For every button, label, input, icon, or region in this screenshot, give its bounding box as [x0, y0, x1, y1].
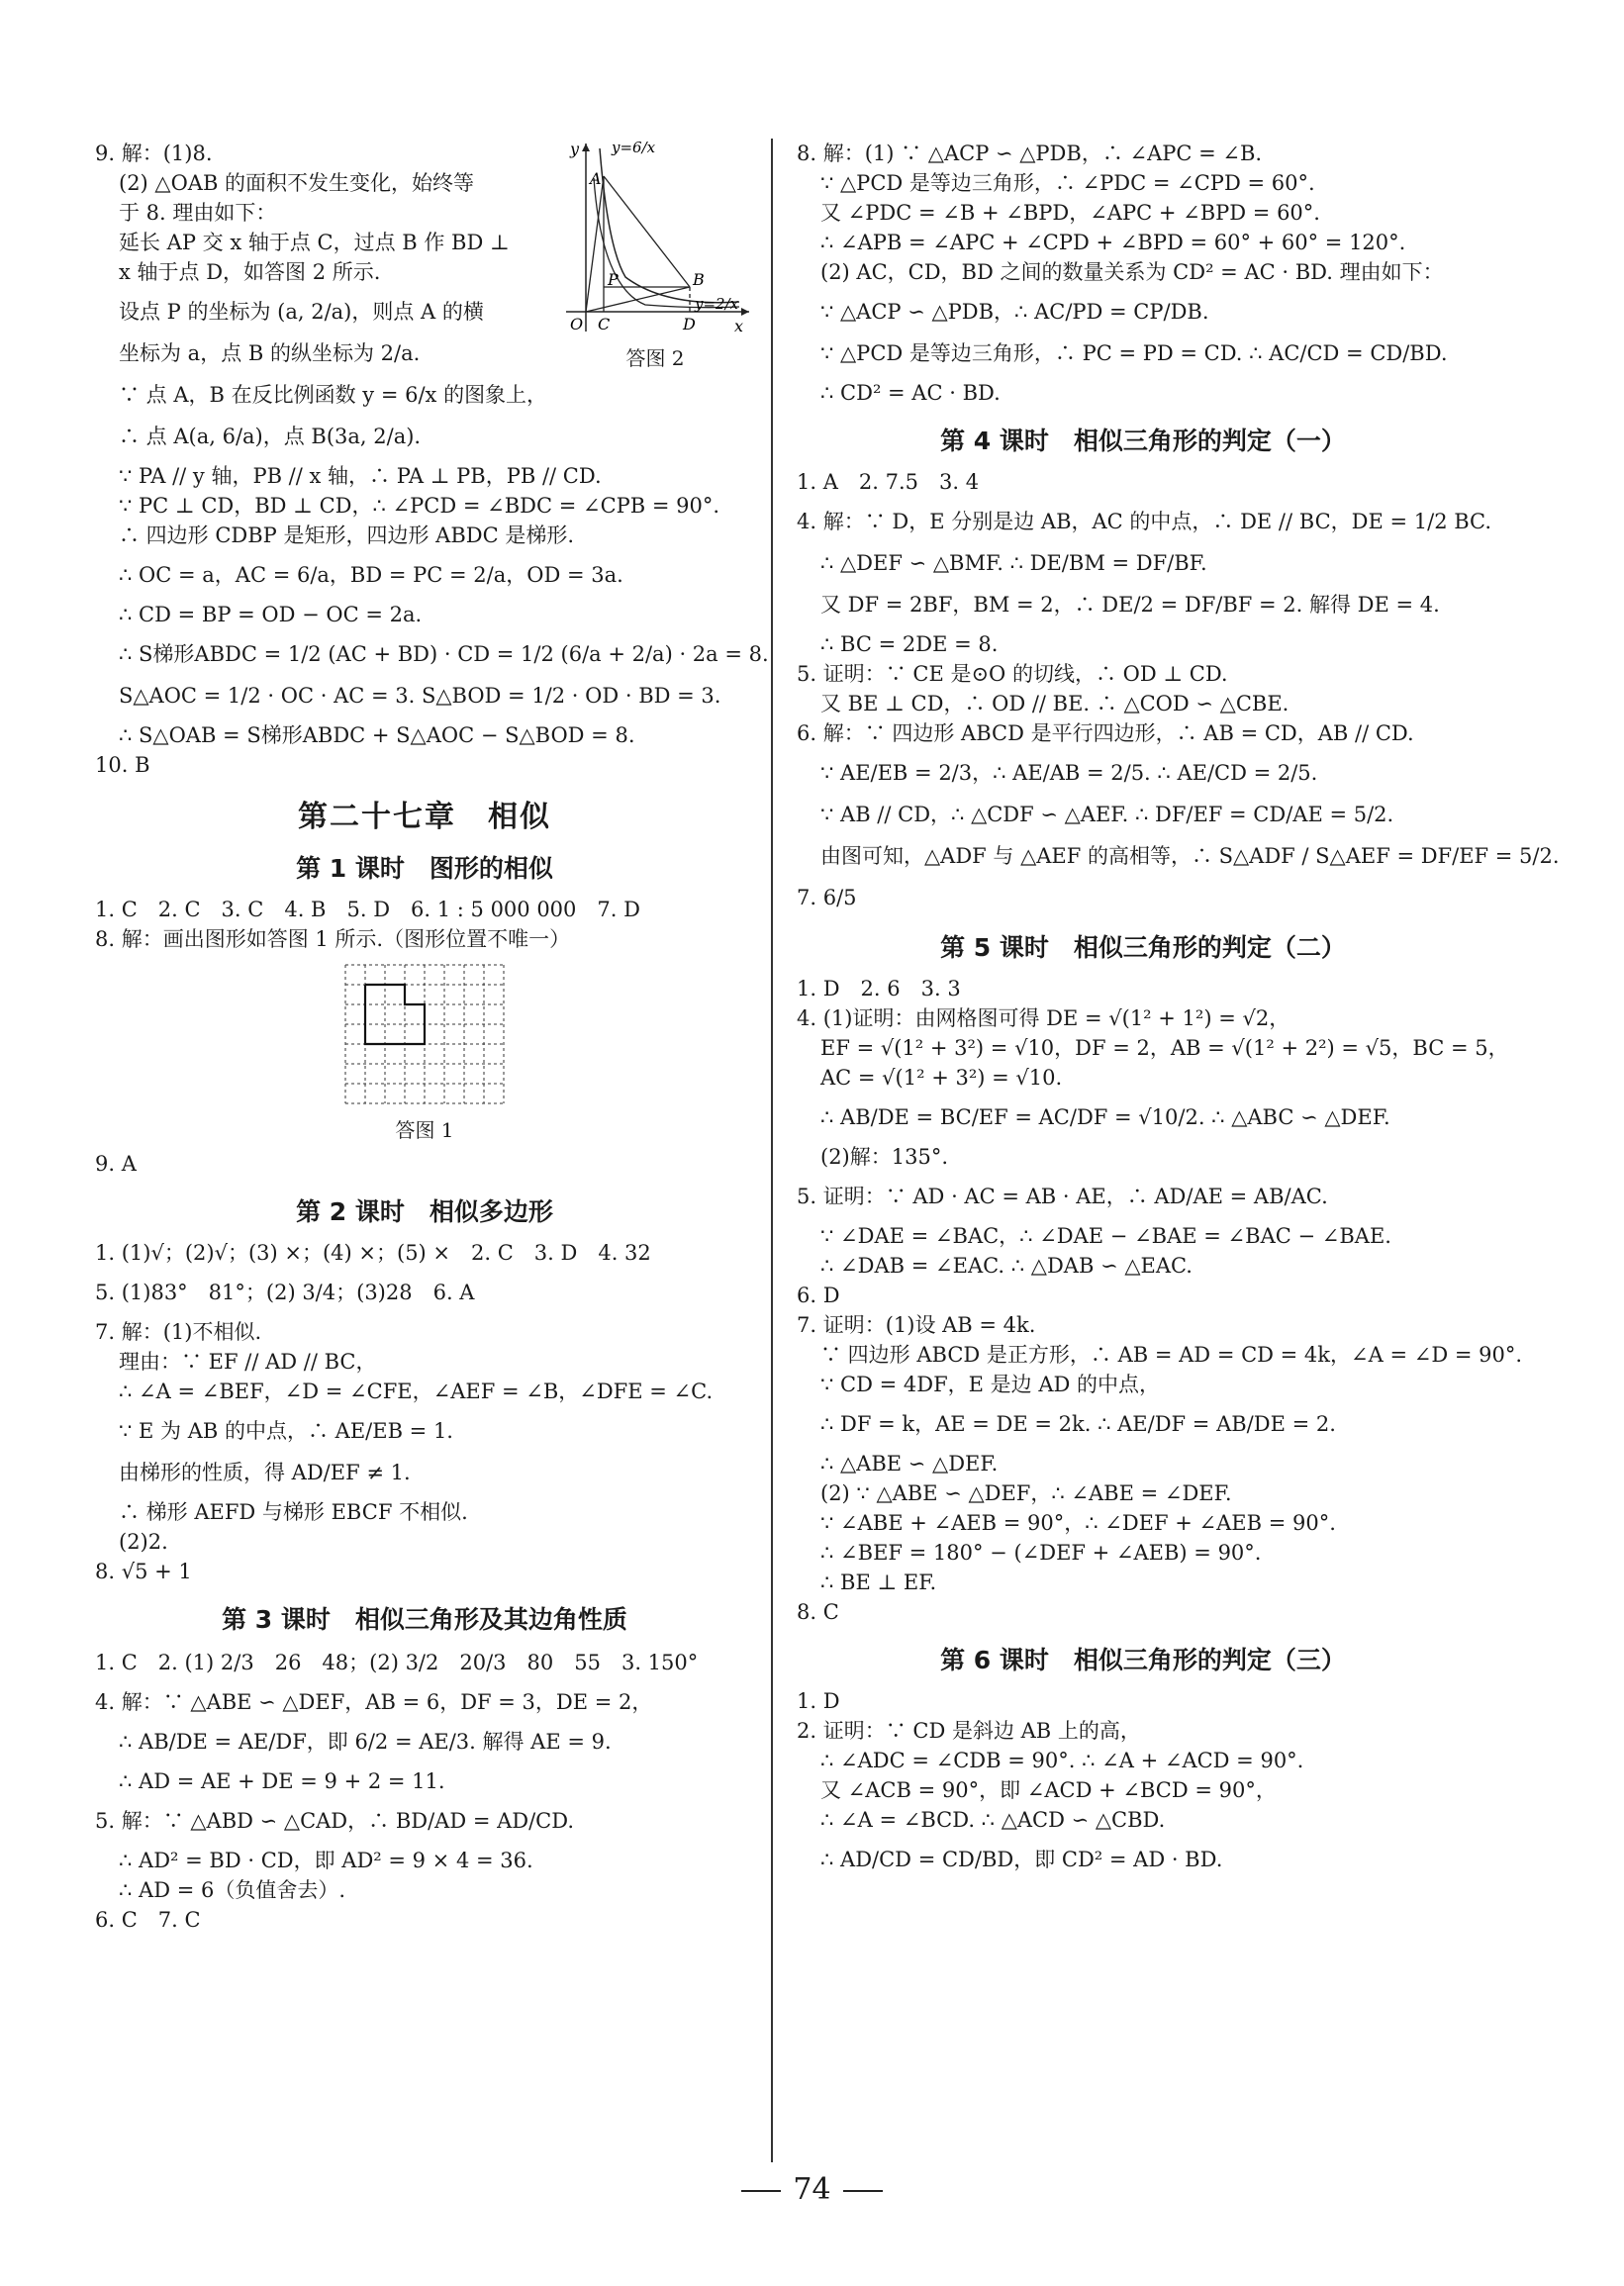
sec5-line: ∵ ∠ABE + ∠AEB = 90°，∴ ∠DEF + ∠AEB = 90°.: [820, 1511, 1336, 1535]
sec3-line: 5. 解：∵ △ABD ∽ △CAD，∴ BD/AD = AD/CD.: [95, 1809, 575, 1833]
figure-answer-1-caption: 答图 1: [395, 1118, 454, 1142]
sec5-line: ∴ △ABE ∽ △DEF.: [820, 1452, 999, 1476]
sec5-line: 5. 证明：∵ AD · AC = AB · AE，∴ AD/AE = AB/AC.: [797, 1185, 1328, 1208]
axis-y-label: y: [570, 140, 580, 158]
q9-line: 9. 解：(1)8.: [95, 142, 213, 165]
q9-line: ∴ 点 A(a, 6/a)，点 B(3a, 2/a).: [119, 425, 422, 448]
q9-line: ∴ 四边形 CDBP 是矩形，四边形 ABDC 是梯形.: [119, 524, 575, 547]
sec5-line: 1. D 2. 6 3. 3: [797, 977, 961, 1000]
sec2-line: 理由：∵ EF // AD // BC，: [119, 1350, 377, 1374]
sec5-line: ∴ DF = k，AE = DE = 2k. ∴ AE/DF = AB/DE = 2.: [820, 1412, 1336, 1436]
sec5-line: ∴ ∠BEF = 180° − (∠DEF + ∠AEB) = 90°.: [820, 1541, 1262, 1565]
sec6-line: 又 ∠ACB = 90°，即 ∠ACD + ∠BCD = 90°，: [820, 1778, 1277, 1802]
q9-line: x 轴于点 D，如答图 2 所示.: [119, 260, 381, 284]
sec2-line: 7. 解：(1)不相似.: [95, 1320, 262, 1344]
q9-line: 延长 AP 交 x 轴于点 C，过点 B 作 BD ⊥: [119, 231, 510, 254]
sec5-line: ∵ ∠DAE = ∠BAC，∴ ∠DAE − ∠BAE = ∠BAC − ∠BAE.: [820, 1224, 1391, 1248]
sec4-line: 又 DF = 2BF，BM = 2，∴ DE/2 = DF/BF = 2. 解得 DE = 4.: [820, 593, 1440, 617]
figure-answer-2-caption: 答图 2: [625, 346, 685, 370]
sec6-line: 2. 证明：∵ CD 是斜边 AB 上的高，: [797, 1719, 1141, 1743]
figure-answer-1: [95, 960, 754, 1143]
section-1-title: 第 1 课时 图形的相似: [296, 854, 553, 883]
sec6-line: ∴ AD/CD = CD/BD，即 CD² = AD · BD.: [820, 1848, 1223, 1871]
section-5-title: 第 5 课时 相似三角形的判定（二）: [940, 933, 1346, 962]
sec4-line: ∴ BC = 2DE = 8.: [820, 632, 999, 656]
point-b-label: B: [693, 270, 705, 289]
figure-answer-2: [556, 139, 754, 371]
right-column: [797, 139, 1560, 1884]
page-number-dash: [741, 2190, 781, 2192]
left-column: [95, 139, 769, 1935]
q9-line: 坐标为 a，点 B 的纵坐标为 2/a.: [119, 341, 421, 365]
q9-line: ∴ S△OAB = S梯形ABDC + S△AOC − S△BOD = 8.: [119, 723, 635, 747]
sec5-line: ∴ ∠DAB = ∠EAC. ∴ △DAB ∽ △EAC.: [820, 1254, 1193, 1278]
q8-line: ∴ CD² = AC · BD.: [820, 381, 1001, 405]
q9-line: (2) △OAB 的面积不发生变化，始终等: [119, 171, 475, 195]
sec2-line: 8. √5 + 1: [95, 1560, 192, 1583]
sec1-line: 1. C 2. C 3. C 4. B 5. D 6. 1 : 5 000 000 7. D: [95, 898, 640, 921]
sec4-line: 1. A 2. 7.5 3. 4: [797, 470, 980, 494]
q8-line: 8. 解：(1) ∵ △ACP ∽ △PDB，∴ ∠APC = ∠B.: [797, 142, 1263, 165]
coordinate-graph: [556, 139, 754, 336]
sec4-line: 由图可知，△ADF 与 △AEF 的高相等，∴ S△ADF / S△AEF = DF/EF = 5/2.: [820, 844, 1560, 868]
sec5-line: ∵ 四边形 ABCD 是正方形，∴ AB = AD = CD = 4k，∠A = ∠D = 90°.: [820, 1343, 1523, 1367]
q9-line: ∵ PA // y 轴，PB // x 轴，∴ PA ⊥ PB，PB // CD.: [119, 464, 602, 488]
sec1-q9-line: 9. A: [95, 1152, 137, 1176]
chapter-title: 第二十七章 相似: [298, 800, 551, 834]
grid-figure: [340, 960, 509, 1108]
q9-line: 设点 P 的坐标为 (a, 2/a)，则点 A 的横: [119, 300, 484, 324]
q8-line: ∵ △ACP ∽ △PDB，∴ AC/PD = CP/DB.: [820, 300, 1209, 324]
q9-line: ∴ S梯形ABDC = 1/2 (AC + BD) · CD = 1/2 (6/a + 2/a) · 2a = 8.: [119, 642, 769, 666]
sec5-line: EF = √(1² + 3²) = √10，DF = 2，AB = √(1² + 2²) = √5，BC = 5，: [820, 1036, 1509, 1060]
q9-line: 于 8. 理由如下：: [119, 201, 277, 225]
section-2-title: 第 2 课时 相似多边形: [296, 1197, 553, 1226]
q9-line: S△AOC = 1/2 · OC · AC = 3. S△BOD = 1/2 · OD · BD = 3.: [119, 684, 721, 708]
sec1-line: 8. 解：画出图形如答图 1 所示.（图形位置不唯一）: [95, 927, 571, 951]
sec4-line: 4. 解：∵ D，E 分别是边 AB，AC 的中点，∴ DE // BC，DE = 1/2 BC.: [797, 510, 1492, 533]
sec5-line: ∴ AB/DE = BC/EF = AC/DF = √10/2. ∴ △ABC ∽ △DEF.: [820, 1105, 1390, 1129]
page-number-text: 74: [793, 2172, 831, 2207]
sec6-line: ∴ ∠ADC = ∠CDB = 90°. ∴ ∠A + ∠ACD = 90°.: [820, 1749, 1304, 1772]
sec3-line: 4. 解：∵ △ABE ∽ △DEF，AB = 6，DF = 3，DE = 2，: [95, 1690, 653, 1714]
sec4-line: 5. 证明：∵ CE 是⊙O 的切线，∴ OD ⊥ CD.: [797, 662, 1228, 686]
q8-line: 又 ∠PDC = ∠B + ∠BPD，∠APC + ∠BPD = 60°.: [820, 201, 1320, 225]
sec2-line: ∴ 梯形 AEFD 与梯形 EBCF 不相似.: [119, 1500, 468, 1524]
sec3-line: ∴ AD² = BD · CD，即 AD² = 9 × 4 = 36.: [119, 1849, 533, 1872]
sec5-line: (2)解：135°.: [820, 1145, 949, 1169]
page-number: [0, 2172, 1624, 2207]
q10-line: 10. B: [95, 753, 150, 777]
sec4-line: ∴ △DEF ∽ △BMF. ∴ DE/BM = DF/BF.: [820, 551, 1207, 575]
q8-line: ∵ △PCD 是等边三角形，∴ ∠PDC = ∠CPD = 60°.: [820, 171, 1315, 195]
page-number-dash: [843, 2190, 883, 2192]
section-3-title: 第 3 课时 相似三角形及其边角性质: [222, 1605, 627, 1634]
sec5-line: ∴ BE ⊥ EF.: [820, 1571, 937, 1594]
curve-2-label: y=2/x: [695, 295, 739, 313]
sec3-line: ∴ AB/DE = AE/DF，即 6/2 = AE/3. 解得 AE = 9.: [119, 1730, 612, 1754]
sec4-line: 6. 解：∵ 四边形 ABCD 是平行四边形，∴ AB = CD，AB // CD.: [797, 721, 1414, 745]
point-a-label: A: [590, 169, 602, 188]
q8-line: ∵ △PCD 是等边三角形，∴ PC = PD = CD. ∴ AC/CD = CD/BD.: [820, 341, 1448, 365]
column-divider: [771, 139, 773, 2162]
point-d-label: D: [683, 315, 696, 333]
q9-line: ∴ OC = a，AC = 6/a，BD = PC = 2/a，OD = 3a.: [119, 563, 623, 587]
section-6-title: 第 6 课时 相似三角形的判定（三）: [940, 1646, 1346, 1674]
sec2-line: 由梯形的性质，得 AD/EF ≠ 1.: [119, 1461, 411, 1484]
sec4-line: 又 BE ⊥ CD，∴ OD // BE. ∴ △COD ∽ △CBE.: [820, 692, 1290, 715]
sec5-line: ∵ CD = 4DF，E 是边 AD 的中点，: [820, 1373, 1161, 1396]
q8-line: ∴ ∠APB = ∠APC + ∠CPD + ∠BPD = 60° + 60° = 120°.: [820, 231, 1406, 254]
sec4-line: ∵ AE/EB = 2/3，∴ AE/AB = 2/5. ∴ AE/CD = 2/5.: [820, 761, 1318, 785]
sec2-line: 5. (1)83° 81°；(2) 3/4；(3)28 6. A: [95, 1281, 475, 1304]
q9-line: ∵ 点 A，B 在反比例函数 y = 6/x 的图象上，: [119, 383, 548, 407]
sec4-line: 7. 6/5: [797, 886, 857, 909]
curve-1-label: y=6/x: [612, 139, 656, 156]
sec6-line: 1. D: [797, 1689, 840, 1713]
sec4-line: ∵ AB // CD，∴ △CDF ∽ △AEF. ∴ DF/EF = CD/AE = 5/2.: [820, 803, 1394, 826]
sec5-line: 4. (1)证明：由网格图可得 DE = √(1² + 1²) = √2，: [797, 1006, 1290, 1030]
q9-line: ∴ CD = BP = OD − OC = 2a.: [119, 603, 423, 626]
sec2-line: (2)2.: [119, 1530, 168, 1554]
sec3-line: ∴ AD = AE + DE = 9 + 2 = 11.: [119, 1769, 445, 1793]
sec5-line: 8. C: [797, 1600, 839, 1624]
sec5-line: 7. 证明：(1)设 AB = 4k.: [797, 1313, 1036, 1337]
point-c-label: C: [598, 315, 611, 333]
sec2-line: ∴ ∠A = ∠BEF，∠D = ∠CFE，∠AEF = ∠B，∠DFE = ∠C.: [119, 1380, 714, 1403]
sec5-line: 6. D: [797, 1284, 840, 1307]
sec2-line: ∵ E 为 AB 的中点，∴ AE/EB = 1.: [119, 1419, 453, 1443]
origin-label: O: [570, 315, 584, 333]
sec3-line: 6. C 7. C: [95, 1908, 201, 1932]
sec2-line: 1. (1)√；(2)√；(3) ×；(4) ×；(5) × 2. C 3. D 4. 32: [95, 1241, 651, 1265]
sec3-line: ∴ AD = 6（负值舍去）.: [119, 1878, 346, 1902]
axis-x-label: x: [734, 317, 744, 335]
sec6-line: ∴ ∠A = ∠BCD. ∴ △ACD ∽ △CBD.: [820, 1808, 1166, 1832]
point-p-label: P: [608, 270, 619, 289]
q8-line: (2) AC，CD，BD 之间的数量关系为 CD² = AC · BD. 理由如下：: [820, 260, 1444, 284]
sec5-line: AC = √(1² + 3²) = √10.: [820, 1066, 1063, 1090]
section-4-title: 第 4 课时 相似三角形的判定（一）: [940, 427, 1346, 455]
sec5-line: (2) ∵ △ABE ∽ △DEF，∴ ∠ABE = ∠DEF.: [820, 1481, 1232, 1505]
sec3-line: 1. C 2. (1) 2/3 26 48；(2) 3/2 20/3 80 55 3. 150°: [95, 1651, 699, 1674]
q9-block: [95, 139, 769, 750]
q9-line: ∵ PC ⊥ CD，BD ⊥ CD，∴ ∠PCD = ∠BDC = ∠CPB = 90°.: [119, 494, 720, 518]
